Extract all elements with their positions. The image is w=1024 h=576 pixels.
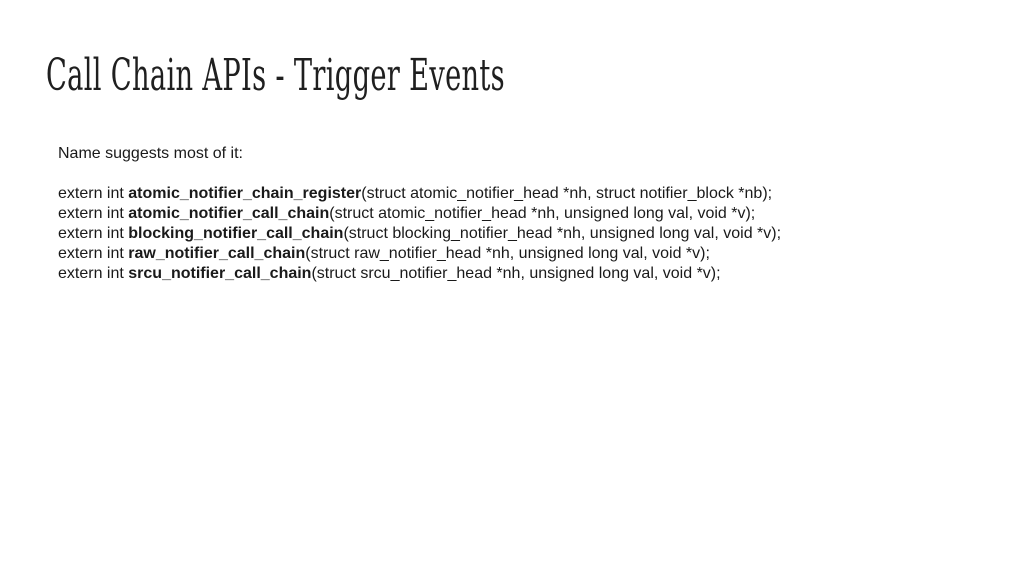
- function-name: blocking_notifier_call_chain: [128, 225, 344, 242]
- declaration-line: [58, 264, 781, 284]
- function-name: atomic_notifier_chain_register: [128, 185, 362, 202]
- declaration-prefix: extern int: [58, 265, 129, 282]
- declaration-prefix: extern int: [58, 205, 129, 222]
- function-params: (struct atomic_notifier_head *nh, struct notifier_block *nb);: [361, 185, 773, 202]
- function-name: atomic_notifier_call_chain: [128, 205, 330, 222]
- function-params: (struct blocking_notifier_head *nh, unsigned long val, void *v);: [343, 225, 782, 242]
- declaration-line: [58, 184, 781, 204]
- function-name: raw_notifier_call_chain: [128, 245, 306, 262]
- function-name: srcu_notifier_call_chain: [128, 265, 312, 282]
- declaration-list: [58, 184, 781, 284]
- function-params: (struct raw_notifier_head *nh, unsigned long val, void *v);: [305, 245, 710, 262]
- declaration-line: [58, 224, 781, 244]
- declaration-prefix: extern int: [58, 185, 129, 202]
- declaration-line: [58, 244, 781, 264]
- function-params: (struct srcu_notifier_head *nh, unsigned long val, void *v);: [311, 265, 721, 282]
- declaration-prefix: extern int: [58, 245, 129, 262]
- declaration-prefix: extern int: [58, 225, 129, 242]
- slide-title: Call Chain APIs - Trigger Events: [46, 50, 505, 101]
- function-params: (struct atomic_notifier_head *nh, unsigned long val, void *v);: [329, 205, 756, 222]
- declaration-line: [58, 204, 781, 224]
- slide-body: [58, 144, 781, 284]
- intro-text: Name suggests most of it:: [58, 145, 243, 162]
